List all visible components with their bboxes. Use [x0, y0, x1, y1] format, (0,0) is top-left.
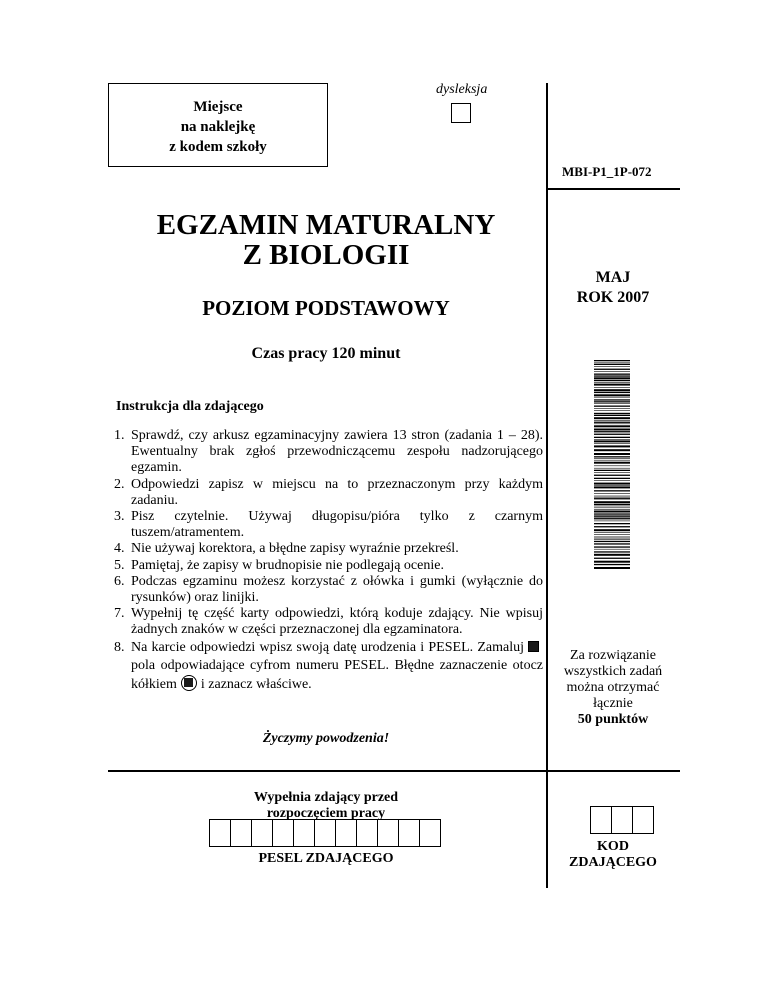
circled-square-icon: [181, 675, 197, 691]
instruction-item: 7. Wypełnij tę część karty odpowiedzi, którą koduje zdający. Nie wpisuj żadnych znaków w części przeznaczonej dla egzaminatora.: [114, 606, 543, 638]
kod-line-2: ZDAJĄCEGO: [569, 855, 657, 870]
school-code-sticker-area: [108, 83, 328, 167]
code-digit-box[interactable]: [611, 806, 633, 834]
points-line-1: Za rozwiązanie: [570, 648, 656, 663]
code-digit-box[interactable]: [590, 806, 612, 834]
fill-by-student-note: [108, 790, 544, 822]
pesel-label: PESEL ZDAJĄCEGO: [258, 851, 394, 866]
points-info: [553, 648, 673, 728]
exam-year: ROK 2007: [576, 289, 650, 306]
instruction-item: 1. Sprawdź, czy arkusz egzaminacyjny zawiera 13 stron (zadania 1 – 28). Ewentualny brak zgłoś przewodniczącemu zespołu nadzorującego egzamin.: [114, 428, 543, 476]
exam-level: POZIOM PODSTAWOWY: [202, 296, 450, 320]
instruction-item: 5. Pamiętaj, że zapisy w brudnopisie nie podlegają ocenie.: [114, 557, 444, 573]
instruction-item: 2. Odpowiedzi zapisz w miejscu na to przeznaczonym przy każdym zadaniu.: [114, 476, 543, 508]
points-line-4: łącznie: [593, 696, 633, 711]
pesel-digit-box[interactable]: [377, 819, 399, 847]
pesel-digit-box[interactable]: [230, 819, 252, 847]
exam-title-line-1: EGZAMIN MATURALNY: [156, 209, 496, 241]
vertical-divider: [546, 83, 548, 888]
points-total: 50 punktów: [577, 712, 649, 727]
exam-code: MBI-P1_1P-072: [562, 164, 652, 179]
pesel-digit-box[interactable]: [335, 819, 357, 847]
points-line-2: wszystkich zadań: [563, 664, 663, 679]
student-code-input-grid[interactable]: [590, 806, 653, 834]
sticker-line-3: z kodem szkoły: [169, 139, 267, 155]
good-luck-message: Życzymy powodzenia!: [262, 731, 390, 746]
pesel-digit-box[interactable]: [272, 819, 294, 847]
sticker-line-2: na naklejkę: [180, 119, 256, 135]
exam-month: MAJ: [595, 269, 631, 286]
pesel-digit-box[interactable]: [356, 819, 378, 847]
dyslexia-label: dysleksja: [436, 82, 488, 97]
fill-by-line-1: Wypełnia zdający przed: [253, 790, 399, 805]
instruction-item: 6. Podczas egzaminu możesz korzystać z ołówka i gumki (wyłącznie do rysunków) oraz linijki.: [114, 573, 543, 606]
pesel-digit-box[interactable]: [251, 819, 273, 847]
kod-line-1: KOD: [597, 839, 629, 854]
code-underline: [546, 188, 680, 190]
horizontal-divider: [108, 770, 680, 772]
instruction-item: 4. Nie używaj korektora, a błędne zapisy wyraźnie przekreśl.: [114, 541, 459, 557]
points-line-3: można otrzymać: [566, 680, 660, 695]
pesel-digit-box[interactable]: [293, 819, 315, 847]
pesel-digit-box[interactable]: [398, 819, 420, 847]
exam-date: [548, 268, 678, 308]
dyslexia-checkbox[interactable]: [451, 103, 471, 123]
exam-title: [108, 210, 544, 270]
instruction-item: 8. Na karcie odpowiedzi wpisz swoją datę urodzenia i PESEL. Zamalujpola odpowiadające cyfrom numeru PESEL. Błędne zaznaczenie otocz kółkiem i zaznacz właściwe.: [114, 639, 543, 692]
instructions-list: [114, 428, 543, 694]
instruction-item: 3. Pisz czytelnie. Używaj długopisu/pióra tylko z czarnym tuszem/atramentem.: [114, 509, 543, 541]
instructions-heading: Instrukcja dla zdającego: [116, 399, 264, 414]
fill-by-line-2: rozpoczęciem pracy: [266, 806, 386, 821]
pesel-digit-box[interactable]: [314, 819, 336, 847]
student-code-label: [548, 839, 678, 871]
pesel-digit-box[interactable]: [209, 819, 231, 847]
filled-square-icon: [528, 641, 539, 652]
pesel-digit-box[interactable]: [419, 819, 441, 847]
exam-title-line-2: Z BIOLOGII: [242, 239, 410, 271]
sticker-line-1: Miejsce: [193, 99, 243, 115]
barcode: [594, 360, 630, 570]
exam-time: Czas pracy 120 minut: [251, 345, 401, 362]
pesel-input-grid[interactable]: [209, 819, 440, 847]
code-digit-box[interactable]: [632, 806, 654, 834]
